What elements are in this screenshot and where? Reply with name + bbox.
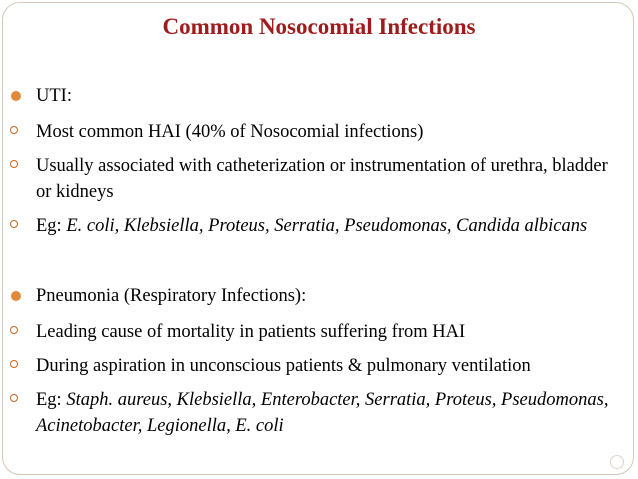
list-item-prefix: Eg: — [36, 390, 67, 410]
section-spacer — [10, 247, 610, 283]
slide-corner-decoration — [610, 455, 624, 469]
list-item — [10, 319, 610, 345]
circle-bullet-icon — [10, 326, 18, 334]
section-heading-label: UTI: — [36, 86, 72, 106]
circle-bullet-icon — [10, 126, 18, 134]
slide-content — [10, 83, 610, 447]
section-heading-pneumonia — [10, 283, 610, 309]
circle-bullet-icon — [10, 394, 18, 402]
list-item-text: Leading cause of mortality in patients suffering from HAI — [36, 322, 466, 342]
circle-bullet-icon — [10, 160, 18, 168]
circle-bullet-icon — [10, 360, 18, 368]
list-item — [10, 387, 610, 439]
list-item-organisms: Staph. aureus, Klebsiella, Enterobacter, Serratia, Proteus, Pseudomonas, Acinetobacter, Legionella, E. coli — [36, 390, 609, 436]
section-heading-label: Pneumonia (Respiratory Infections): — [36, 286, 307, 306]
list-item-prefix: Eg: — [36, 216, 67, 236]
circle-bullet-icon — [10, 220, 18, 228]
slide-title: Common Nosocomial Infections — [162, 14, 476, 39]
bullet-icon — [11, 91, 21, 101]
list-item — [10, 119, 610, 145]
section-heading-uti — [10, 83, 610, 109]
list-item-text: Most common HAI (40% of Nosocomial infections) — [36, 122, 424, 142]
list-item-organisms: E. coli, Klebsiella, Proteus, Serratia, Pseudomonas, Candida albicans — [66, 216, 588, 236]
list-item — [10, 353, 610, 379]
bullet-icon — [11, 291, 21, 301]
list-item-text: During aspiration in unconscious patients & pulmonary ventilation — [36, 356, 531, 376]
list-item-text: Usually associated with catheterization or instrumentation of urethra, bladder or kidneys — [36, 156, 608, 202]
list-item — [10, 153, 610, 205]
list-item — [10, 213, 610, 239]
